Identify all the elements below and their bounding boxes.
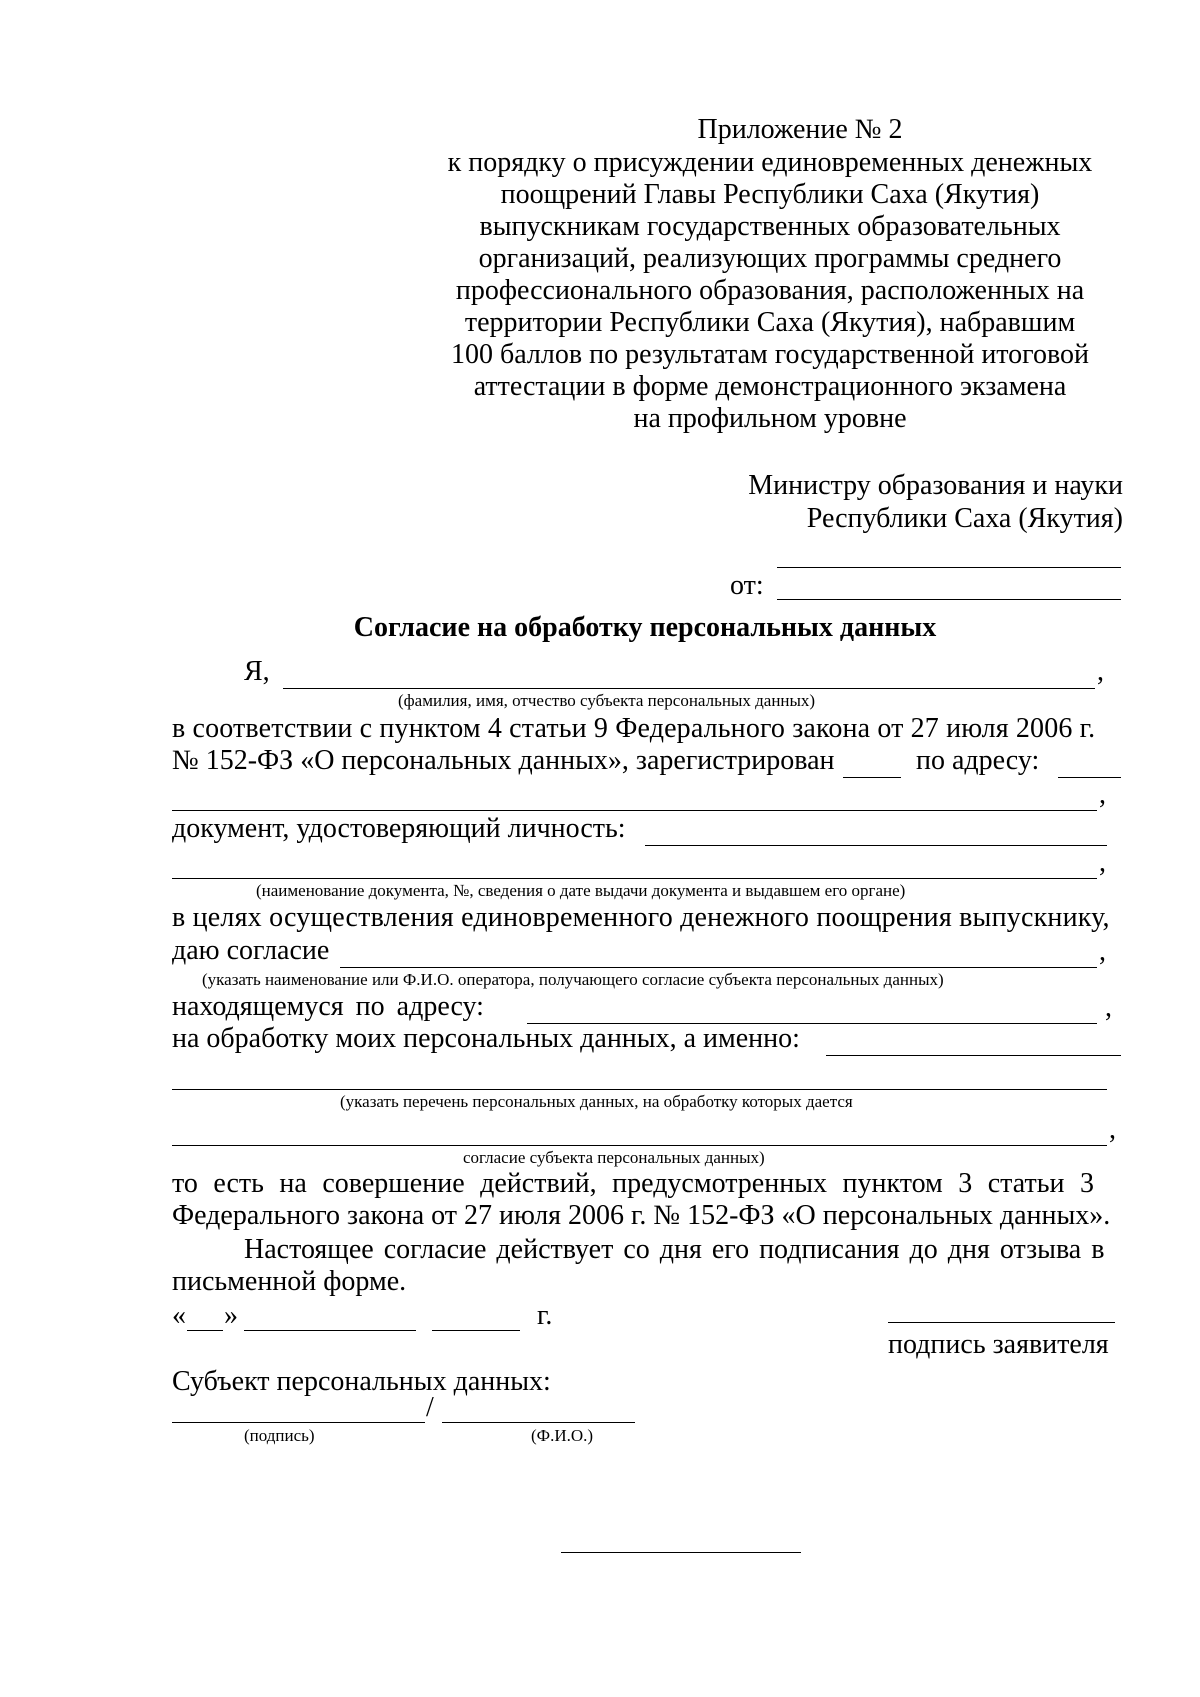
- date-year-field[interactable]: [432, 1330, 520, 1331]
- law-line-2a: № 152-ФЗ «О персональных данных», зарегистрирован: [172, 745, 835, 776]
- header-line: выпускникам государственных образовательных: [479, 211, 1061, 242]
- doc-field-start[interactable]: [645, 845, 1107, 846]
- header-line: аттестации в форме демонстрационного экзамена: [473, 371, 1067, 402]
- comma: ,: [1099, 936, 1106, 967]
- validity-line-1: Настоящее согласие действует со дня его подписания до дня отзыва в: [244, 1234, 1105, 1265]
- law-line-2b: по адресу:: [916, 745, 1040, 776]
- applicant-signature-field[interactable]: [888, 1322, 1115, 1323]
- actions-line-2: Федерального закона от 27 июля 2006 г. № 152-ФЗ «О персональных данных».: [172, 1200, 1111, 1231]
- i-label: Я,: [244, 656, 270, 687]
- processing-label: на обработку моих персональных данных, а именно:: [172, 1023, 800, 1054]
- date-month-field[interactable]: [244, 1330, 416, 1331]
- located-label: находящемуся по адресу:: [172, 991, 484, 1022]
- hint-list-2: согласие субъекта персональных данных): [463, 1148, 765, 1167]
- signature-label: подпись заявителя: [888, 1329, 1109, 1360]
- purpose-line: в целях осуществления единовременного денежного поощрения выпускнику,: [172, 902, 1110, 933]
- hint-fio: (фамилия, имя, отчество субъекта персональных данных): [398, 691, 816, 710]
- header-line: организаций, реализующих программы среднего: [478, 243, 1062, 274]
- from-line-1[interactable]: [777, 567, 1121, 568]
- address-field-start[interactable]: [1058, 777, 1121, 778]
- operator-field[interactable]: [340, 967, 1097, 968]
- hint-operator: (указать наименование или Ф.И.О. оператора, получающего согласие субъекта персональных данных): [202, 970, 944, 989]
- appendix-title: Приложение № 2: [697, 114, 903, 145]
- document-title: Согласие на обработку персональных данных: [353, 612, 937, 643]
- date-quote-open: «: [172, 1300, 186, 1331]
- data-list-field-start[interactable]: [826, 1055, 1121, 1056]
- doc-label: документ, удостоверяющий личность:: [172, 813, 626, 844]
- year-suffix: г.: [537, 1300, 553, 1331]
- comma: ,: [1099, 847, 1106, 878]
- sign-hint: (подпись): [244, 1426, 315, 1445]
- footer-separator: [561, 1552, 801, 1553]
- header-line: поощрений Главы Республики Саха (Якутия): [500, 179, 1040, 210]
- comma: ,: [1097, 656, 1104, 687]
- validity-line-2: письменной форме.: [172, 1266, 407, 1297]
- fio-hint: (Ф.И.О.): [531, 1426, 594, 1445]
- subject-signature-field[interactable]: [172, 1422, 425, 1423]
- registered-gender-field[interactable]: [843, 777, 901, 778]
- data-list-field[interactable]: [172, 1089, 1107, 1090]
- fio-field[interactable]: [283, 688, 1095, 689]
- law-line-1: в соответствии с пунктом 4 статьи 9 Федерального закона от 27 июля 2006 г.: [172, 713, 1096, 744]
- from-label: от:: [730, 570, 764, 601]
- comma: ,: [1105, 992, 1112, 1023]
- slash: /: [426, 1392, 434, 1423]
- comma: ,: [1099, 779, 1106, 810]
- subject-label: Субъект персональных данных:: [172, 1366, 551, 1397]
- actions-line-1-text: то есть на совершение действий, предусмотренных пунктом 3 статьи 3: [172, 1168, 1094, 1199]
- header-line: на профильном уровне: [633, 403, 907, 434]
- addressee-line: Министру образования и науки: [748, 470, 1123, 501]
- data-list-field-2[interactable]: [172, 1145, 1107, 1146]
- date-day-field[interactable]: [187, 1330, 223, 1331]
- hint-list-1: (указать перечень персональных данных, на обработку которых дается: [340, 1092, 853, 1111]
- header-line: профессионального образования, расположенных на: [455, 275, 1085, 306]
- address-field[interactable]: [172, 810, 1097, 811]
- header-line: территории Республики Саха (Якутия), набравшим: [464, 307, 1076, 338]
- actions-line-1: [172, 1168, 1121, 1200]
- from-line-2[interactable]: [777, 599, 1121, 600]
- consent-label: даю согласие: [172, 935, 330, 966]
- hint-doc: (наименование документа, №, сведения о дате выдачи документа и выдавшем его органе): [256, 881, 906, 900]
- date-quote-close: »: [224, 1300, 238, 1331]
- header-line: к порядку о присуждении единовременных денежных: [447, 147, 1093, 178]
- subject-fio-field[interactable]: [442, 1422, 635, 1423]
- header-line: 100 баллов по результатам государственной итоговой: [451, 339, 1089, 370]
- comma: ,: [1109, 1114, 1116, 1145]
- addressee-line: Республики Саха (Якутия): [806, 503, 1123, 534]
- doc-field[interactable]: [172, 878, 1097, 879]
